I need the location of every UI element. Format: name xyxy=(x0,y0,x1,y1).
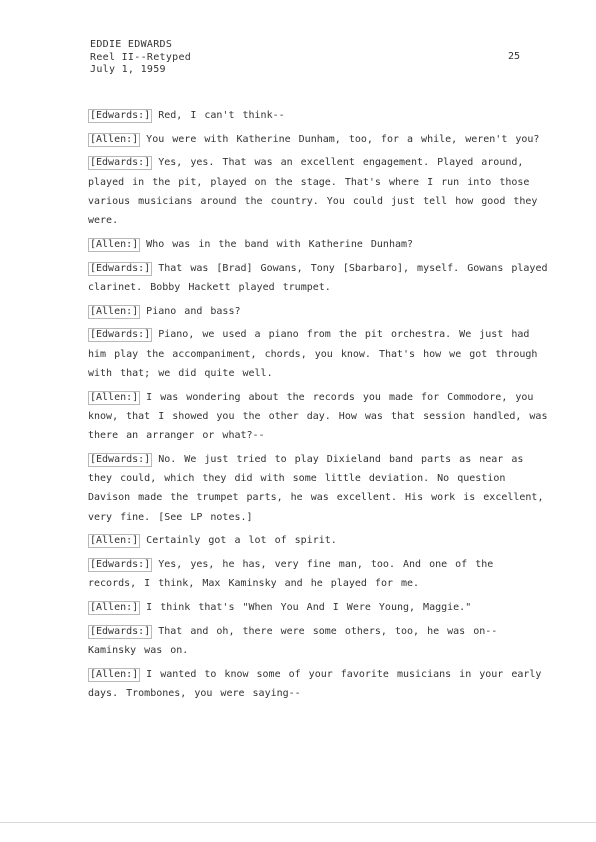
speaker-label: [Edwards:] xyxy=(90,453,151,465)
utterance: Red, I can't think-- xyxy=(158,110,285,121)
transcript-paragraph xyxy=(88,153,548,230)
speaker-label: [Allen:] xyxy=(90,535,139,547)
transcript-paragraph xyxy=(88,106,548,125)
transcript-paragraph xyxy=(88,259,548,298)
transcript-body xyxy=(88,106,548,708)
interviewee-name: EDDIE EDWARDS xyxy=(90,39,173,50)
utterance: I think that's "When You And I Were Young, Maggie." xyxy=(146,602,472,614)
utterance: Certainly got a lot of spirit. xyxy=(146,535,337,547)
transcript-paragraph xyxy=(88,450,548,527)
speaker-label: [Edwards:] xyxy=(90,559,151,571)
utterance: That and oh, there were some others, too, he was on-- Kaminsky was on. xyxy=(88,625,498,657)
speaker-label: [Allen:] xyxy=(90,238,139,250)
speaker-label: [Edwards:] xyxy=(90,262,151,274)
transcript-paragraph xyxy=(88,130,548,149)
utterance: Who was in the band with Katherine Dunham? xyxy=(146,238,414,250)
transcript-paragraph xyxy=(88,622,548,661)
utterance: That was [Brad] Gowans, Tony [Sbarbaro], myself. Gowans played clarinet. Bobby Hackett played trumpet. xyxy=(88,262,548,293)
scan-edge-line xyxy=(0,822,596,823)
utterance: I was wondering about the records you made for Commodore, you know, that I showed you the other day. How was that session handled, was there an arranger or what?-- xyxy=(88,391,548,442)
utterance: Piano and bass? xyxy=(146,305,241,317)
speaker-label: [Allen:] xyxy=(90,602,139,614)
utterance: Yes, yes, he has, very fine man, too. And one of the records, I think, Max Kaminsky and he played for me. xyxy=(88,559,494,590)
transcript-paragraph xyxy=(88,598,548,617)
transcript-paragraph xyxy=(88,555,548,594)
document-header xyxy=(90,39,191,77)
speaker-label: [Allen:] xyxy=(90,391,139,403)
utterance: You were with Katherine Dunham, too, for a while, weren't you? xyxy=(146,133,540,145)
speaker-label: [Edwards:] xyxy=(90,110,151,121)
utterance: Yes, yes. That was an excellent engagement. Played around, played in the pit, played on the stage. That's where I run into those various musicians around the country. You could just tell how good they were. xyxy=(88,157,538,227)
transcript-paragraph xyxy=(88,325,548,383)
interview-date: July 1, 1959 xyxy=(90,64,166,75)
utterance: I wanted to know some of your favorite musicians in your early days. Trombones, you were saying-- xyxy=(88,668,542,700)
utterance: Piano, we used a piano from the pit orchestra. We just had him play the accompaniment, chords, you know. That's how we got through with that; we did quite well. xyxy=(88,329,538,379)
speaker-label: [Allen:] xyxy=(90,668,139,680)
transcript-paragraph xyxy=(88,388,548,446)
speaker-label: [Edwards:] xyxy=(90,157,151,169)
speaker-label: [Allen:] xyxy=(90,305,139,317)
transcript-paragraph xyxy=(88,665,548,704)
transcript-paragraph xyxy=(88,235,548,254)
utterance: No. We just tried to play Dixieland band parts as near as they could, which they did with some little deviation. No question Davison made the trumpet parts, he was excellent. His work is excellent, very fine. [See LP notes.] xyxy=(88,453,544,523)
speaker-label: [Edwards:] xyxy=(90,625,151,637)
speaker-label: [Allen:] xyxy=(90,133,139,145)
page-number: 25 xyxy=(508,51,521,62)
speaker-label: [Edwards:] xyxy=(90,329,151,341)
reel-label: Reel II--Retyped xyxy=(90,51,192,63)
transcript-paragraph xyxy=(88,531,548,550)
transcript-paragraph xyxy=(88,302,548,321)
